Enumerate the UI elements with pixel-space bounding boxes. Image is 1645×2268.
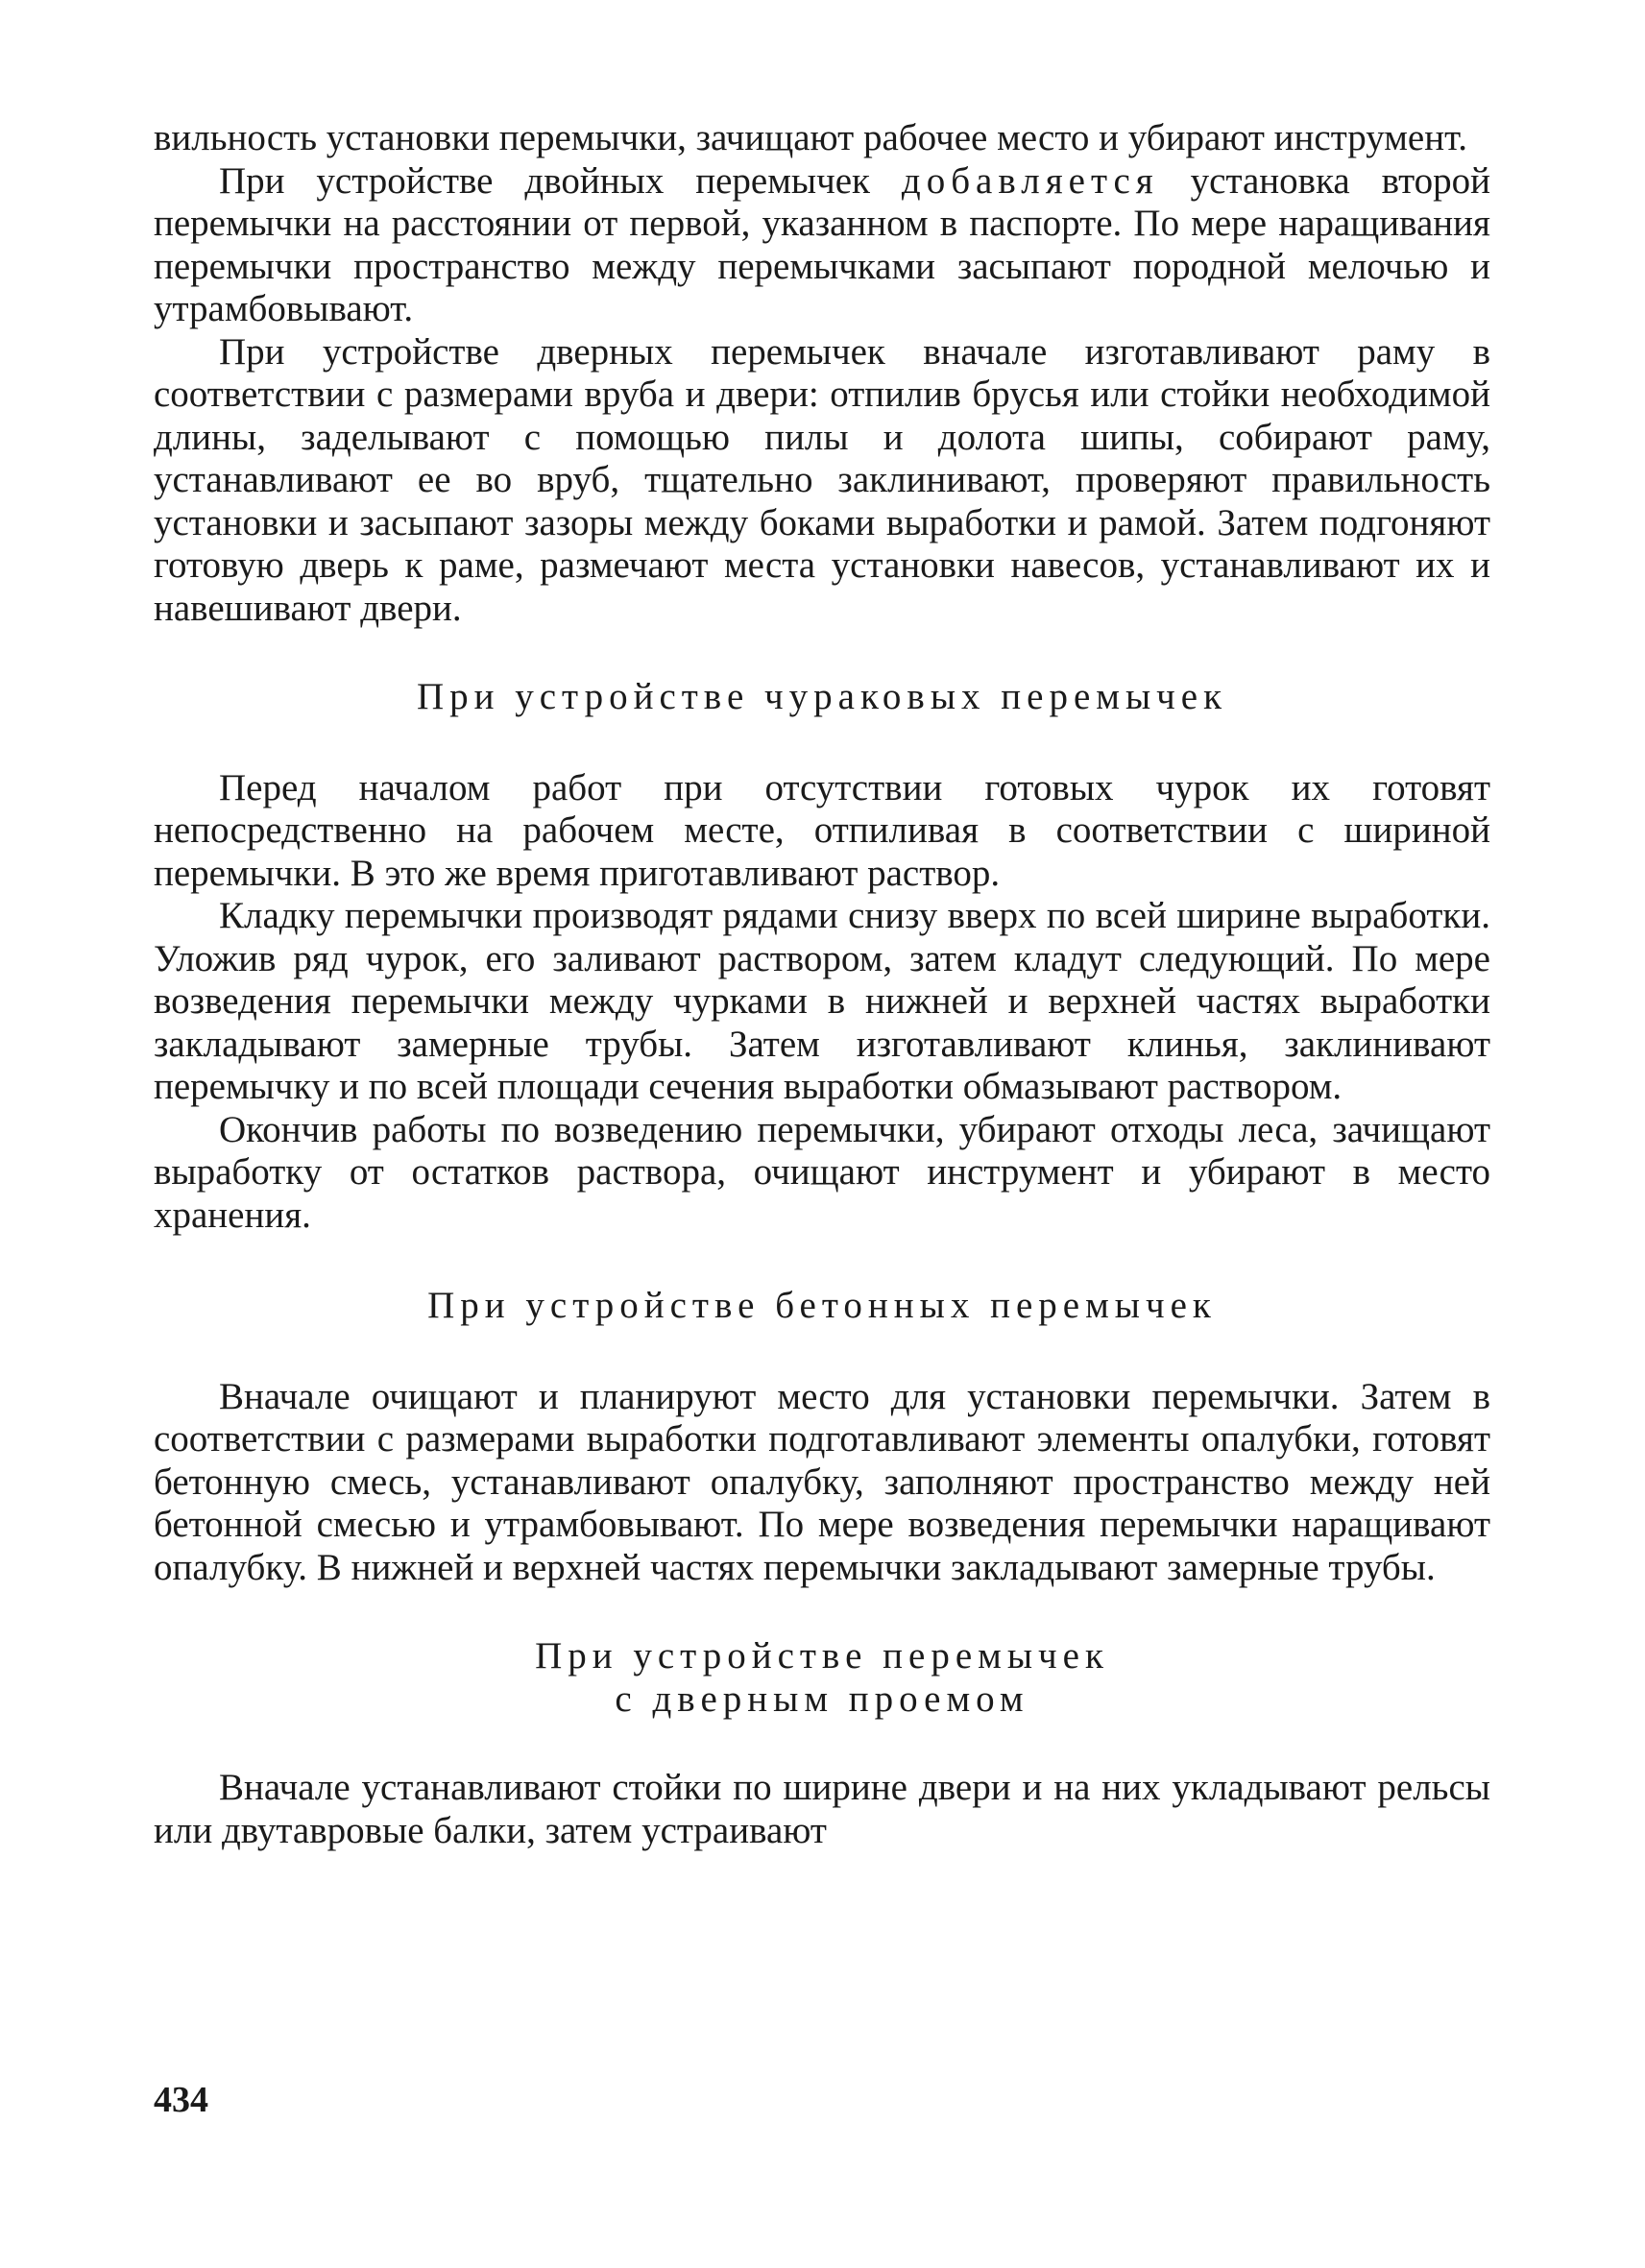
section-heading-log-bulkheads: При устройстве чураковых перемычек (416, 676, 1228, 717)
heading-line-2: с дверным проемом (615, 1677, 1029, 1720)
paragraph-door-bulkheads: При устройстве дверных перемычек вначале изготавливают раму в соответствии с размерами вруба и двери: отпилив брусья или стойки необходимой длины, заделывают с помощью пилы и долота шипы, собирают раму, устанавливают ее во вруб, тщательно заклинивают, проверяют правильность установки и засыпают зазоры между боками выработки и рамой. Затем подгоняют готовую дверь к раме, размечают места установки навесов, устанавливают их и навешивают двери. (154, 330, 1490, 629)
paragraph-text: установка второй перемычки на расстоянии от первой, указанном в паспорте. По мере наращивания перемычки пространство между перемычками засыпают породной мелочью и утрамбовывают. (154, 159, 1490, 329)
paragraph-log-laying: Кладку перемычки производят рядами снизу вверх по всей ширине выработки. Уложив ряд чурок, его заливают раствором, затем кладут следующий. По мере возведения перемычки между чурками в нижней и верхней частях выработки закладывают замерные трубы. Затем изготавливают клинья, заклинивают перемычку и по всей площади сечения выработки обмазывают раствором. (154, 895, 1490, 1107)
heading-line-1: При устройстве перемычек (535, 1635, 1109, 1677)
emphasized-word: добавляется (901, 159, 1159, 202)
paragraph-log-cleanup: Окончив работы по возведению перемычки, убирают отходы леса, зачищают выработку от остатков раствора, очищают инструмент и убирают в место хранения. (154, 1108, 1490, 1236)
paragraph-text: При устройстве двойных перемычек (219, 159, 902, 202)
paragraph-doorway-bulkheads: Вначале устанавливают стойки по ширине двери и на них укладывают рельсы или двутавровые балки, затем устраивают (154, 1767, 1490, 1851)
paragraph-continuation: вильность установки перемычки, зачищают рабочее место и убирают инструмент. (154, 117, 1467, 158)
section-heading-concrete-bulkheads: При устройстве бетонных перемычек (427, 1285, 1217, 1326)
page-body (154, 117, 1490, 1852)
paragraph-log-preparation: Перед началом работ при отсутствии готовых чурок их готовят непосредственно на рабочем месте, отпиливая в соответствии с шириной перемычки. В это же время приготавливают раствор. (154, 766, 1490, 894)
section-heading-doorway-bulkheads (154, 1635, 1490, 1721)
page-number: 434 (154, 2080, 208, 2120)
paragraph-double-bulkheads (154, 160, 1490, 331)
paragraph-concrete-bulkheads: Вначале очищают и планируют место для установки перемычки. Затем в соответствии с размерами выработки подготавливают элементы опалубки, готовят бетонную смесь, устанавливают опалубку, заполняют пространство между ней бетонной смесью и утрамбовывают. По мере возведения перемычки наращивают опалубку. В нижней и верхней частях перемычки закладывают замерные трубы. (154, 1375, 1490, 1588)
